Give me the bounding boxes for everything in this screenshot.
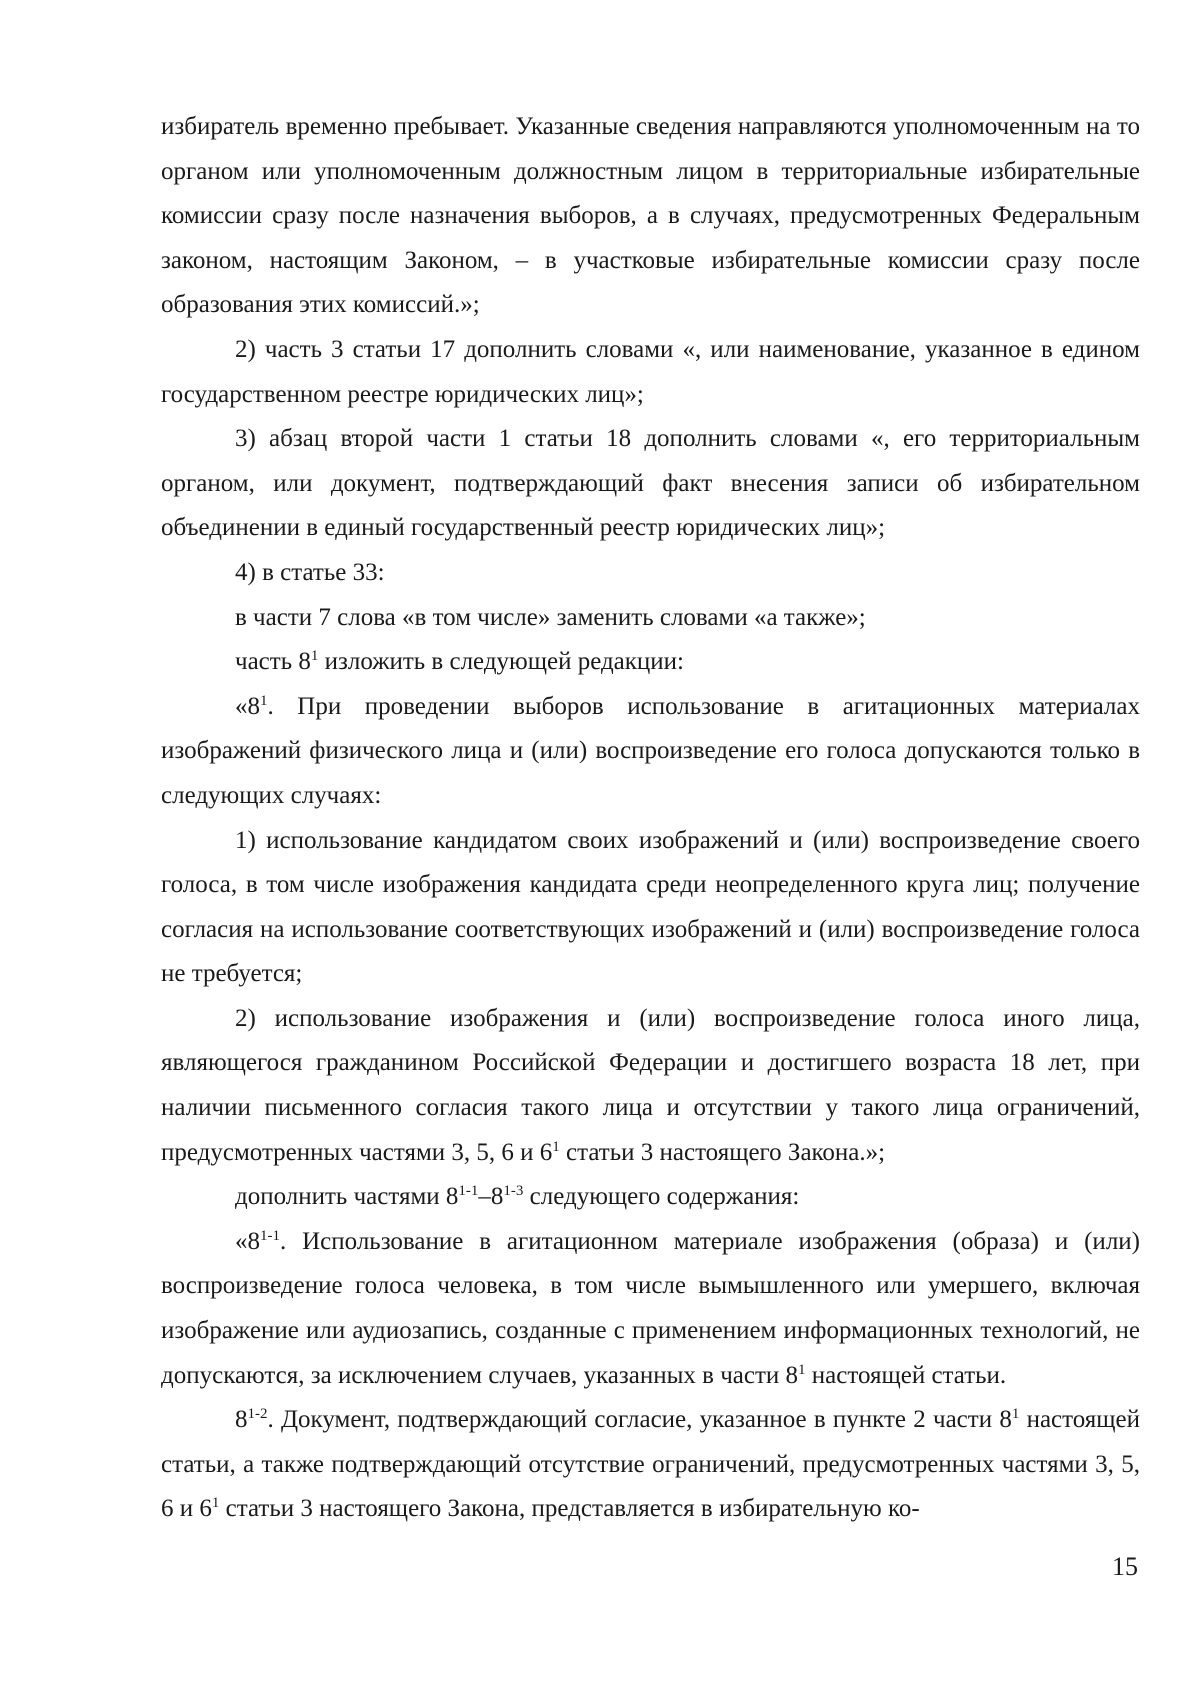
text-segment: дополнить частями 8 [235,1183,459,1211]
paragraph-case-2 [161,997,1140,1175]
text-segment: настоящей статьи. [805,1361,1007,1389]
text-segment: . При проведении выборов использование в агитационных материалах изображений физического лица и (или) воспроизведение его голоса допускаются только в следующих случаях: [161,692,1140,809]
superscript: 1-1 [260,1227,280,1244]
paragraph-part-7: в части 7 слова «в том числе» заменить словами «а также»; [235,603,866,631]
paragraph-item-4: 4) в статье 33: [235,558,385,586]
text-segment: изложить в следующей редакции: [318,648,685,676]
text-segment: «8 [235,692,260,720]
text-segment: часть 8 [235,648,311,676]
superscript: 1 [552,1138,560,1155]
paragraph-item-3: 3) абзац второй части 1 статьи 18 дополнить словами «, его территориальным органом, или документ, подтверждающий факт внесения записи об избирательном объединении в единый государственный реестр юридических лиц»; [161,425,1140,542]
superscript: 1-3 [503,1183,524,1200]
superscript: 1 [211,1495,220,1512]
paragraph-part-8-1 [161,685,1140,819]
text-segment: . Документ, подтверждающий согласие, указанное в пункте 2 части 8 [267,1406,1012,1434]
paragraph-part-8-1-2 [161,1398,1140,1532]
text-segment: . Использование в агитационном материале изображения (образа) и (или) воспроизведение голоса человека, в том числе вымышленного или умершего, включая изображение или аудиозапись, созданные с применением информационных технологий, не допускаются, за исключением случаев, указанных в части 8 [161,1227,1140,1389]
text-segment: статьи 3 настоящего Закона.»; [559,1138,886,1166]
text-segment: 8 [235,1406,248,1434]
text-segment: настоящей статьи, а также подтверждающий отсутствие ограничений, предусмотренных частями 3, 5, 6 и 6 [161,1406,1140,1523]
paragraph-part-8-1-intro [161,640,1140,685]
document-body [161,105,1140,1532]
text-segment: 2) использование изображения и (или) воспроизведение голоса иного лица, являющегося гражданином Российской Федерации и достигшего возраста 18 лет, при наличии письменного согласия такого лица и отсутствии у такого лица ограничений, предусмотренных частями 3, 5, 6 и 6 [161,1004,1140,1166]
superscript: 1 [260,692,268,709]
superscript: 1-1 [458,1183,479,1200]
superscript: 1 [798,1361,806,1378]
superscript: 1-2 [247,1406,268,1423]
text-segment: «8 [235,1227,260,1255]
text-segment: статьи 3 настоящего Закона, представляется в избирательную ко- [219,1495,920,1523]
page-number: 15 [1112,1552,1138,1581]
paragraph-add-parts [161,1175,1140,1220]
text-segment: –8 [478,1183,504,1211]
superscript: 1 [310,648,319,665]
paragraph-part-8-1-1 [161,1220,1140,1398]
superscript: 1 [1011,1406,1020,1423]
paragraph-item-2: 2) часть 3 статьи 17 дополнить словами «, или наименование, указанное в едином государственном реестре юридических лиц»; [161,335,1140,408]
paragraph-case-1: 1) использование кандидатом своих изображений и (или) воспроизведение своего голоса, в том числе изображения кандидата среди неопределенного круга лиц; получение согласия на использование соответствующих изображений и (или) воспроизведение голоса не требуется; [161,826,1140,988]
text-segment: следующего содержания: [523,1183,800,1211]
paragraph-continuation: избиратель временно пребывает. Указанные сведения направляются уполномоченным на то органом или уполномоченным должностным лицом в территориальные избирательные комиссии сразу после назначения выборов, а в случаях, предусмотренных Федеральным законом, настоящим Законом, – в участковые избирательные комиссии сразу после образования этих комиссий.»; [161,113,1140,319]
